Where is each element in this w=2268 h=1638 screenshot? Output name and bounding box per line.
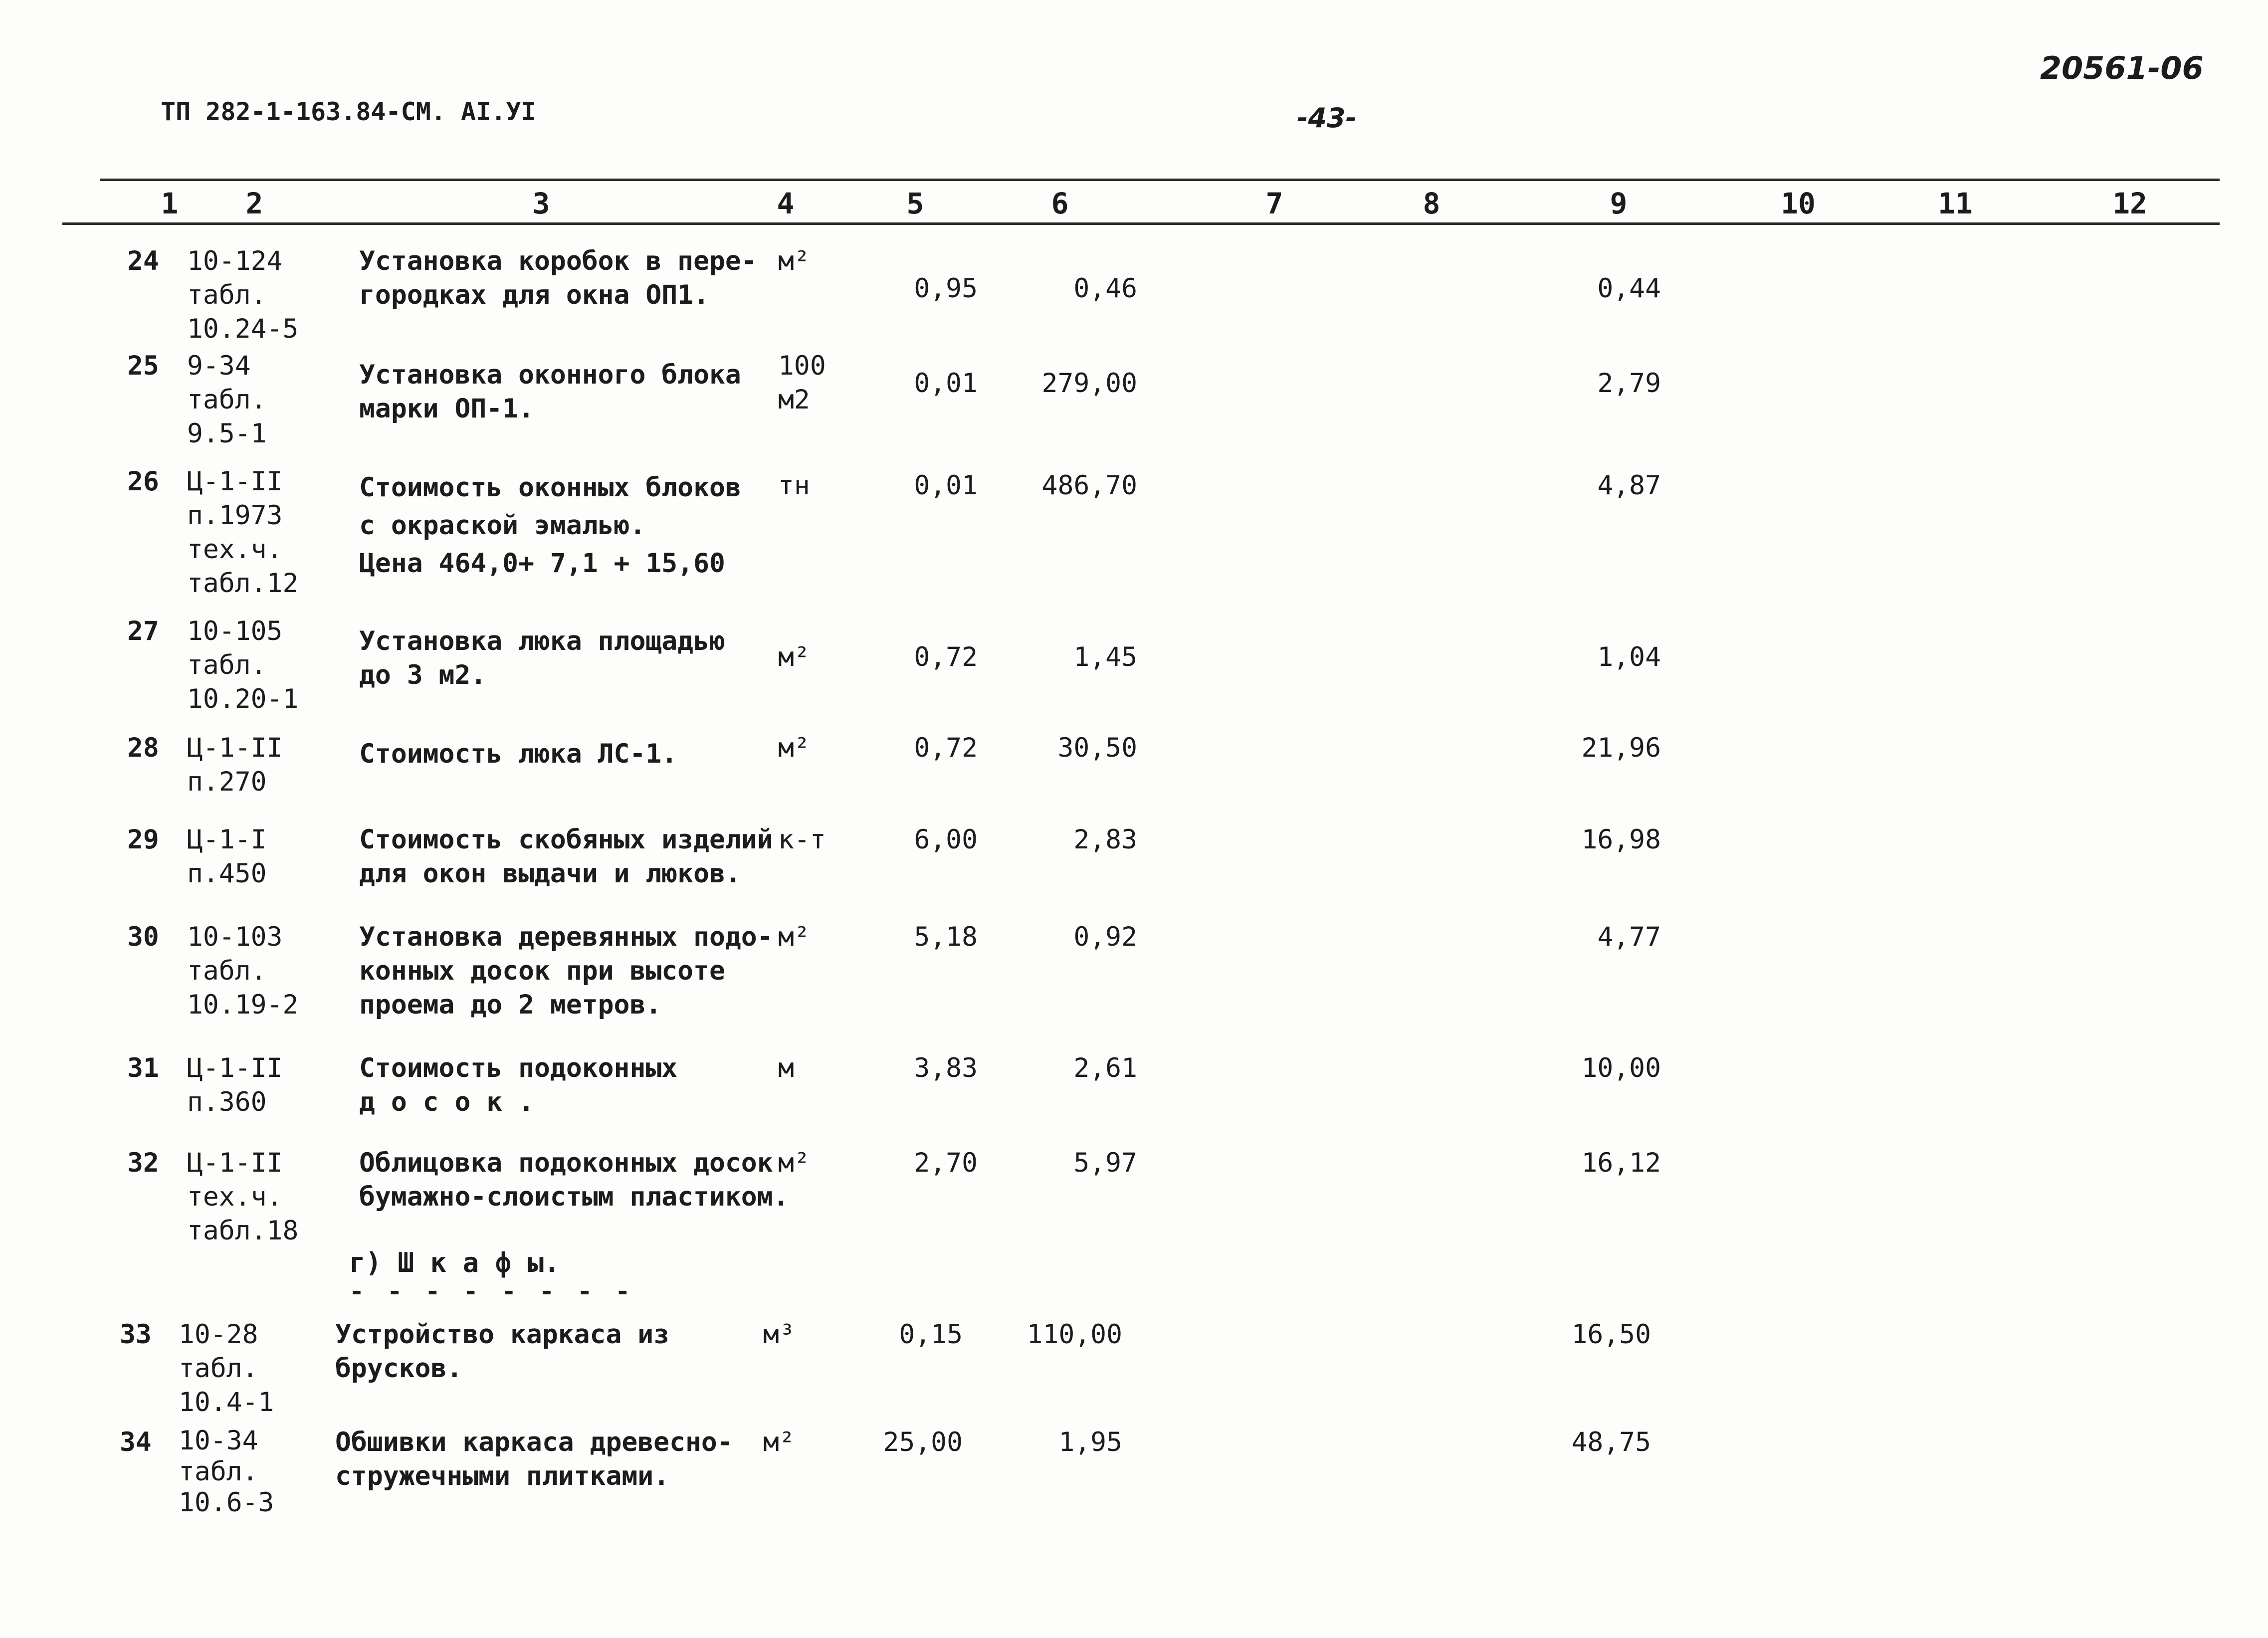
total-cost: 4,87 (1597, 470, 1661, 501)
work-name: Установка деревянных подо- конных досок при высоте проема до 2 метров. (359, 922, 773, 1020)
unit: м (778, 1053, 794, 1083)
norm-code: 10-34 табл. 10.6-3 (179, 1426, 274, 1518)
work-name: Установка оконного блока марки ОП-1. (359, 360, 741, 424)
unit: тн (778, 470, 810, 501)
norm-code: Ц-1-II п.360 (187, 1053, 283, 1117)
row-number: 32 (127, 1148, 159, 1178)
unit-price: 1,95 (1058, 1427, 1122, 1457)
quantity: 0,15 (899, 1319, 963, 1350)
table-header-rule (62, 222, 2220, 225)
unit: м² (778, 642, 810, 672)
column-number: 8 (1423, 187, 1441, 220)
unit: м³ (763, 1319, 795, 1350)
unit-price: 486,70 (1041, 470, 1137, 501)
quantity: 3,83 (914, 1053, 978, 1083)
quantity: 25,00 (883, 1427, 963, 1457)
norm-code: 9-34 табл. 9.5-1 (187, 351, 267, 449)
row-number: 26 (127, 466, 159, 497)
row-number: 28 (127, 733, 159, 763)
norm-code: Ц-1-II п.270 (187, 733, 283, 797)
norm-code: 10-28 табл. 10.4-1 (179, 1319, 274, 1418)
unit-price: 1,45 (1073, 642, 1137, 672)
row-number: 33 (120, 1319, 152, 1350)
column-number: 12 (2112, 187, 2147, 220)
work-name: Установка коробок в пере- городках для окна ОП1. (359, 246, 757, 310)
unit: 100 м2 (778, 351, 826, 415)
work-name: Устройство каркаса из брусков. (335, 1319, 670, 1384)
column-number: 6 (1051, 187, 1069, 220)
unit-price: 279,00 (1041, 368, 1137, 399)
row-number: 34 (120, 1427, 152, 1457)
unit: м² (763, 1427, 795, 1457)
unit: м² (778, 733, 810, 763)
column-number: 1 (161, 187, 179, 220)
quantity: 0,72 (914, 642, 978, 672)
column-number: 3 (532, 187, 550, 220)
norm-code: Ц-1-II тех.ч. табл.18 (187, 1148, 299, 1246)
row-number: 24 (127, 246, 159, 276)
section-underline: - - - - - - - - (349, 1277, 634, 1306)
archive-number: 20561-06 (2040, 50, 2204, 86)
unit-price: 0,46 (1073, 273, 1137, 304)
column-number: 10 (1781, 187, 1816, 220)
work-name: Стоимость оконных блоков с окраской эмалью. Цена 464,0+ 7,1 + 15,60 (359, 472, 741, 579)
row-number: 27 (127, 616, 159, 646)
work-name: Обшивки каркаса древесно- стружечными плитками. (335, 1427, 733, 1491)
total-cost: 1,04 (1597, 642, 1661, 672)
total-cost: 2,79 (1597, 368, 1661, 399)
table-top-rule (100, 179, 2220, 181)
column-number: 5 (906, 187, 924, 220)
norm-code: Ц-1-I п.450 (187, 824, 267, 889)
quantity: 0,95 (914, 273, 978, 304)
unit: м² (778, 246, 810, 276)
total-cost: 48,75 (1571, 1427, 1651, 1457)
document-code: ТП 282-1-163.84-СМ. АI.УI (161, 97, 536, 126)
quantity: 6,00 (914, 824, 978, 855)
column-number: 4 (777, 187, 795, 220)
unit-price: 30,50 (1057, 733, 1137, 763)
quantity: 2,70 (914, 1148, 978, 1178)
work-name: Стоимость подоконных д о с о к . (359, 1053, 678, 1117)
norm-code: Ц-1-II п.1973 тех.ч. табл.12 (187, 466, 299, 599)
page-number: -43- (1297, 102, 1357, 134)
quantity: 0,01 (914, 368, 978, 399)
unit-price: 2,83 (1073, 824, 1137, 855)
total-cost: 16,98 (1581, 824, 1661, 855)
quantity: 0,72 (914, 733, 978, 763)
column-number: 7 (1265, 187, 1283, 220)
column-number: 2 (245, 187, 263, 220)
row-number: 25 (127, 351, 159, 381)
total-cost: 10,00 (1581, 1053, 1661, 1083)
row-number: 31 (127, 1053, 159, 1083)
work-name: Стоимость скобяных изделий для окон выдачи и люков. (359, 824, 773, 889)
quantity: 0,01 (914, 470, 978, 501)
section-title: г) Ш к а ф ы. (349, 1247, 560, 1278)
column-number: 9 (1610, 187, 1628, 220)
total-cost: 16,12 (1581, 1148, 1661, 1178)
quantity: 5,18 (914, 922, 978, 952)
unit: м² (778, 1148, 810, 1178)
unit-price: 2,61 (1073, 1053, 1137, 1083)
row-number: 29 (127, 824, 159, 855)
norm-code: 10-103 табл. 10.19-2 (187, 922, 299, 1020)
total-cost: 16,50 (1571, 1319, 1651, 1350)
unit-price: 0,92 (1073, 922, 1137, 952)
unit-price: 110,00 (1027, 1319, 1122, 1350)
unit: к-т (778, 824, 826, 855)
unit: м² (778, 922, 810, 952)
work-name: Установка люка площадью до 3 м2. (359, 626, 725, 690)
work-name: Облицовка подоконных досок бумажно-слоистым пластиком. (359, 1148, 789, 1212)
unit-price: 5,97 (1073, 1148, 1137, 1178)
total-cost: 21,96 (1581, 733, 1661, 763)
column-number: 11 (1938, 187, 1973, 220)
norm-code: 10-124 табл. 10.24-5 (187, 246, 299, 344)
total-cost: 0,44 (1597, 273, 1661, 304)
work-name: Стоимость люка ЛС-1. (359, 739, 678, 769)
total-cost: 4,77 (1597, 922, 1661, 952)
row-number: 30 (127, 922, 159, 952)
norm-code: 10-105 табл. 10.20-1 (187, 616, 299, 714)
